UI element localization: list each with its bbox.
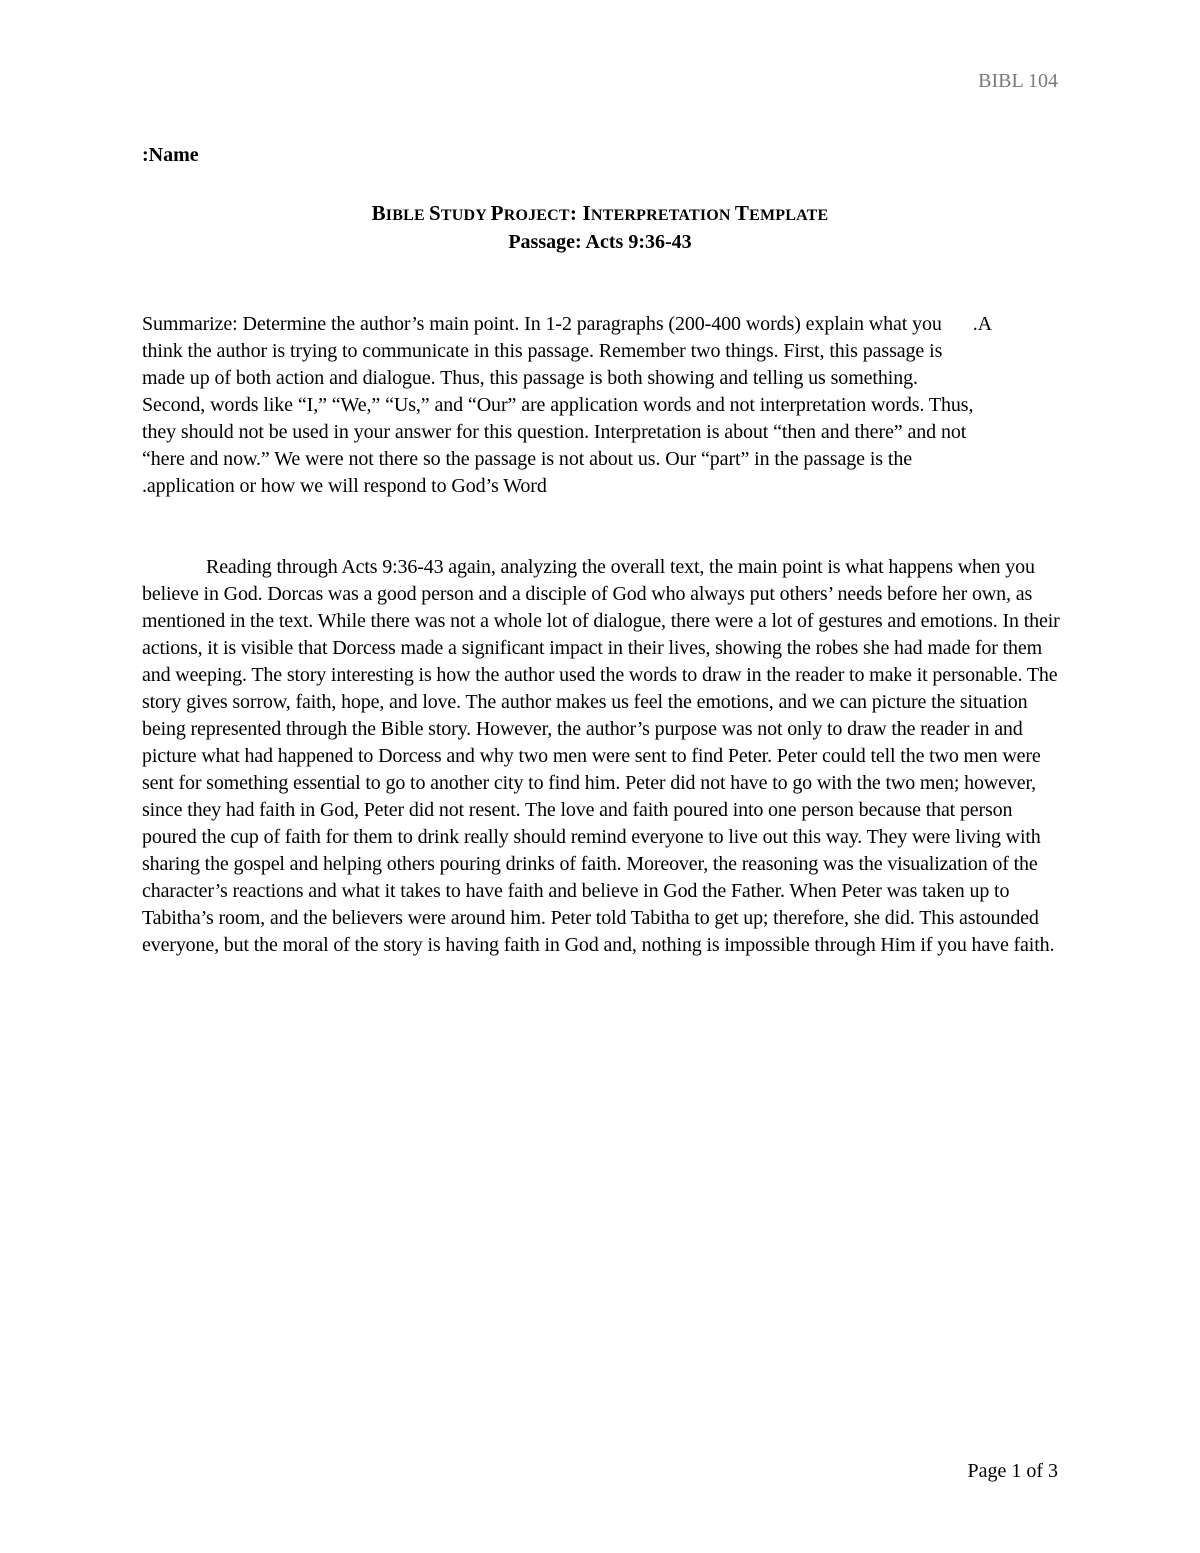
title-initial-s: S <box>429 201 441 225</box>
prompt-text: Summarize: Determine the author’s main point. In 1-2 paragraphs (200-400 words) explain what you think the author is trying to communicate in this passage. Remember two things. First, this passage is made up of both action and dialogue. Thus, this passage is both showing and telling us something. Second, words like “I,” “We,” “Us,” and “Our” are application words and not interpretation words. Thus, they should not be used in your answer for this question. Interpretation is about “then and there” and not “here and now.” We were not there so the passage is not about us. Our “part” in the passage is the .application or how we will respond to God’s Word <box>142 313 974 497</box>
title-initial-t: T <box>734 201 750 225</box>
title-word-bible: IBLE <box>385 207 430 224</box>
title-initial-i: I <box>582 201 591 225</box>
title-word-study: TUDY <box>440 207 491 224</box>
document-title <box>0 200 1200 229</box>
title-initial-b: B <box>371 201 386 225</box>
prompt-marker: .A <box>972 313 992 335</box>
summarize-prompt <box>142 311 992 500</box>
title-word-project: ROJECT <box>503 207 570 224</box>
title-initial-p: P <box>490 201 504 225</box>
title-word-interpretation: NTERPRETATION <box>590 207 735 224</box>
page-number: Page 1 of 3 <box>967 1460 1058 1482</box>
title-word-template: EMPLATE <box>749 207 829 224</box>
answer-paragraph: Reading through Acts 9:36-43 again, analyzing the overall text, the main point is what happens when you believe in God. Dorcas was a good person and a disciple of God who always put others’ needs before her own, as mentioned in the text. While there was not a whole lot of dialogue, there were a lot of gestures and emotions. In their actions, it is visible that Dorcess made a significant impact in their lives, showing the robes she had made for them and weeping. The story interesting is how the author used the words to draw in the reader to make it personable. The story gives sorrow, faith, hope, and love. The author makes us feel the emotions, and we can picture the situation being represented through the Bible story. However, the author’s purpose was not only to draw the reader in and picture what had happened to Dorcess and why two men were sent to find Peter. Peter could tell the two men were sent for something essential to go to another city to find him. Peter did not have to go with the two men; however, since they had faith in God, Peter did not resent. The love and faith poured into one person because that person poured the cup of faith for them to drink really should remind everyone to live out this way. They were living with sharing the gospel and helping others pouring drinks of faith. Moreover, the reasoning was the visualization of the character’s reactions and what it takes to have faith and believe in God the Father. When Peter was taken up to Tabitha’s room, and the believers were around him. Peter told Tabitha to get up; therefore, she did. This astounded everyone, but the moral of the story is having faith in God and, nothing is impossible through Him if you have faith. <box>142 556 1060 956</box>
title-colon: : <box>569 201 583 225</box>
title-block <box>0 200 1200 256</box>
passage-reference: Passage: Acts 9:36-43 <box>508 231 692 253</box>
course-header: BIBL 104 <box>978 70 1058 92</box>
name-label: :Name <box>142 144 199 166</box>
